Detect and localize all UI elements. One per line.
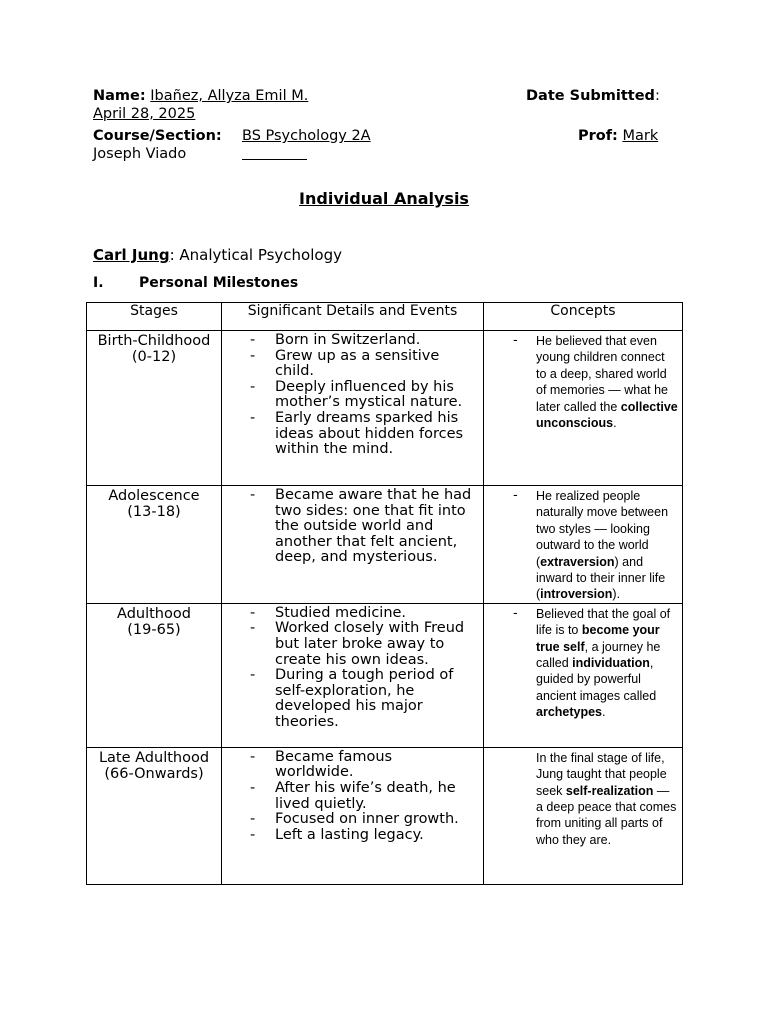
date-label: Date Submitted bbox=[526, 88, 655, 104]
detail-item: - Became famous worldwide. bbox=[275, 750, 473, 781]
detail-item: - Left a lasting legacy. bbox=[275, 828, 473, 844]
details-cell bbox=[222, 486, 484, 604]
milestones-table bbox=[86, 302, 683, 885]
name-value: Ibañez, Allyza Emil M. bbox=[150, 88, 309, 104]
detail-item: - Born in Switzerland. bbox=[275, 333, 473, 349]
detail-item: - Early dreams sparked his ideas about hidden forces within the mind. bbox=[275, 411, 473, 458]
detail-item: - Grew up as a sensitive child. bbox=[275, 349, 473, 380]
detail-item: - Focused on inner growth. bbox=[275, 812, 473, 828]
concept-item: - He realized people naturally move between two styles — looking outward to the world (extraversion) and inward to their inner life (introversion). bbox=[536, 488, 678, 603]
table-row bbox=[87, 486, 683, 604]
detail-item: - Deeply influenced by his mother’s mystical nature. bbox=[275, 380, 473, 411]
prof-label: Prof: bbox=[578, 128, 618, 144]
stage-name: Late Adulthood bbox=[98, 749, 210, 766]
stage-range: (19-65) bbox=[127, 621, 181, 638]
subject-name: Carl Jung bbox=[93, 246, 170, 264]
header-concepts: Concepts bbox=[484, 303, 683, 331]
concept-cell bbox=[484, 331, 683, 486]
stage-range: (13-18) bbox=[127, 504, 181, 520]
subject-topic: : Analytical Psychology bbox=[169, 246, 342, 264]
section-number: I. bbox=[93, 275, 104, 291]
prof-value-second: Joseph Viado bbox=[93, 146, 187, 162]
subject-line bbox=[93, 246, 342, 264]
detail-item: - During a tough period of self-exploration, he developed his major theories. bbox=[275, 668, 473, 730]
prof-line bbox=[578, 127, 658, 145]
course-value: BS Psychology 2A bbox=[242, 128, 371, 144]
table-row bbox=[87, 331, 683, 486]
name-label: Name: bbox=[93, 88, 146, 104]
detail-item: - Studied medicine. bbox=[275, 606, 473, 622]
stage-cell bbox=[87, 486, 222, 604]
detail-item: - Became aware that he had two sides: one that fit into the outside world and another that felt ancient, deep, and mysterious. bbox=[275, 488, 473, 566]
detail-item: - Worked closely with Freud but later broke away to create his own ideas. bbox=[275, 621, 473, 668]
course-line bbox=[93, 127, 222, 145]
details-cell bbox=[222, 331, 484, 486]
stage-name: Adolescence bbox=[108, 488, 200, 504]
date-line: Date Submitted: bbox=[526, 88, 660, 104]
table-row bbox=[87, 603, 683, 747]
table-row bbox=[87, 747, 683, 884]
concept-cell bbox=[484, 486, 683, 604]
course-underline-continuation bbox=[242, 145, 307, 160]
header-stages: Stages bbox=[87, 303, 222, 331]
concept-item: - He believed that even young children connect to a deep, shared world of memories — what he later called the collective unconscious. bbox=[536, 333, 678, 431]
concept-cell bbox=[484, 747, 683, 884]
table-header-row bbox=[87, 303, 683, 331]
detail-item: - After his wife’s death, he lived quietly. bbox=[275, 781, 473, 812]
concept-item: In the final stage of life, Jung taught that people seek self-realization — a deep peace that comes from uniting all parts of who they are. bbox=[536, 750, 677, 847]
concept-item: - Believed that the goal of life is to become your true self, a journey he called individuation, guided by powerful ancient images called archetypes. bbox=[536, 606, 678, 721]
document-title: Individual Analysis bbox=[299, 189, 469, 208]
stage-name: Birth-Childhood bbox=[97, 333, 211, 349]
stage-range: (66-Onwards) bbox=[104, 765, 204, 782]
section-heading bbox=[93, 274, 298, 292]
stage-range: (0-12) bbox=[131, 349, 177, 365]
stage-name: Adulthood bbox=[117, 605, 191, 622]
prof-value-first: Mark bbox=[622, 128, 659, 144]
course-label: Course/Section: bbox=[93, 128, 222, 144]
stage-cell bbox=[87, 331, 222, 486]
details-cell bbox=[222, 603, 484, 747]
name-line bbox=[93, 87, 457, 105]
section-title: Personal Milestones bbox=[139, 275, 299, 291]
date-value: April 28, 2025 bbox=[93, 106, 196, 122]
concept-cell bbox=[484, 603, 683, 747]
stage-cell bbox=[87, 603, 222, 747]
header-details: Significant Details and Events bbox=[222, 303, 484, 331]
details-cell bbox=[222, 747, 484, 884]
stage-cell bbox=[87, 747, 222, 884]
